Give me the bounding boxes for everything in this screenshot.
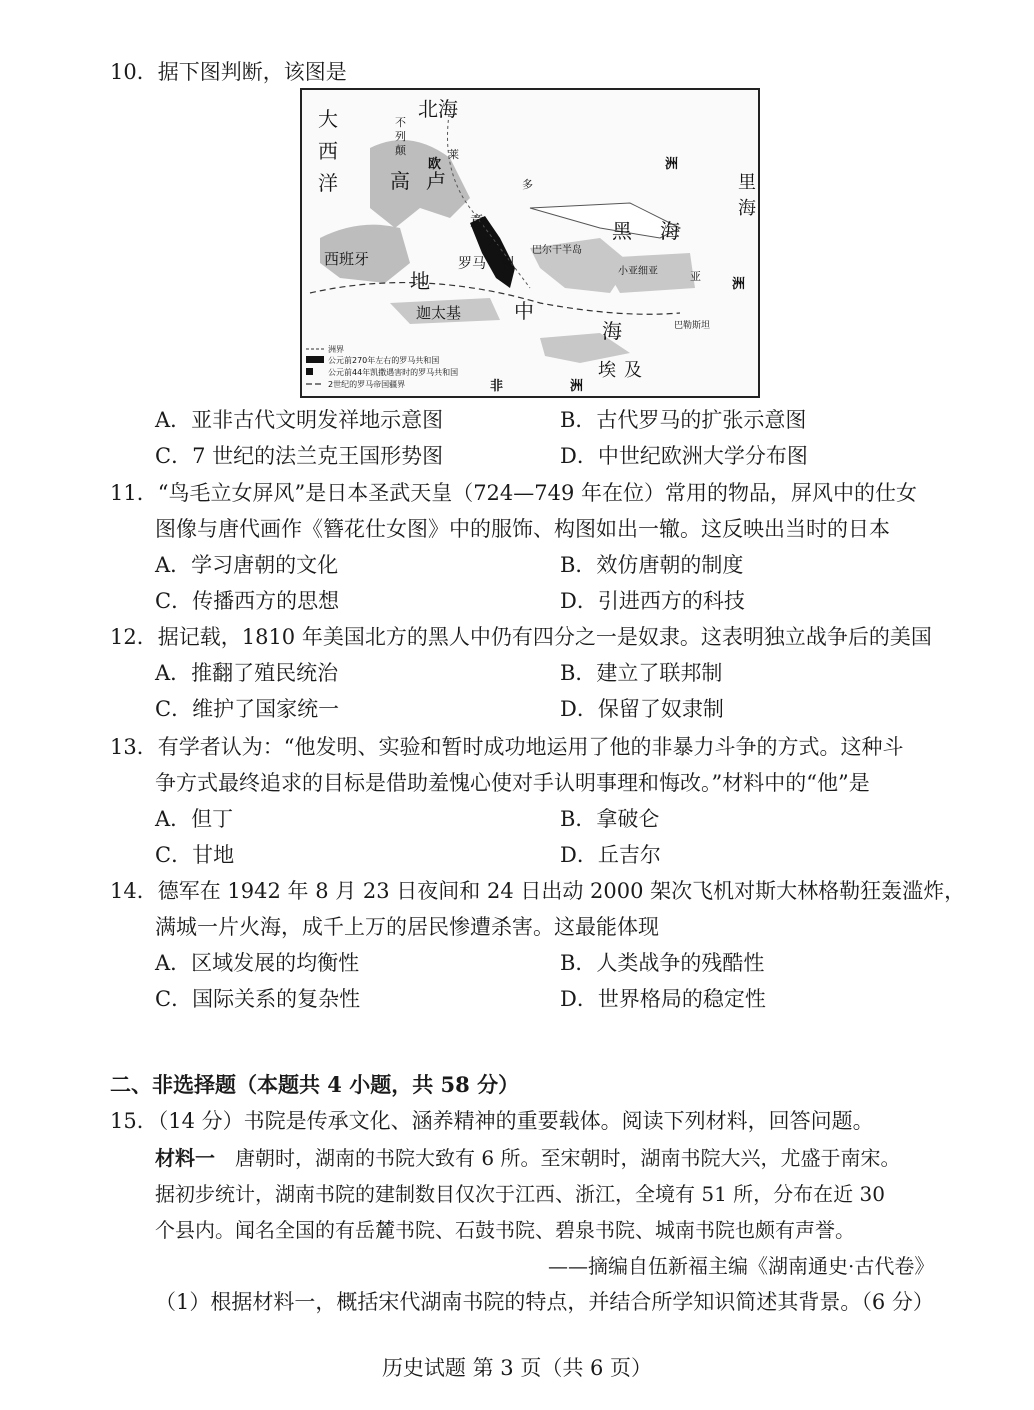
q15-material-line2: 据初步统计，湖南书院的建制数目仅次于江西、浙江，全境有 51 所，分布在近 30 <box>155 1182 885 1206</box>
q13-option-c: C．甘地 <box>155 843 235 867</box>
label-balkan: 巴尔干半岛 <box>532 245 582 256</box>
label-caspian-1: 里 <box>738 172 756 193</box>
label-britain-2: 列 <box>395 130 406 143</box>
label-atlantic-1: 大 <box>318 107 338 131</box>
q11-option-d: D．引进西方的科技 <box>560 589 745 613</box>
q10-option-c: C．7 世纪的法兰克王国形势图 <box>155 444 444 468</box>
q15-material-line3: 个县内。闻名全国的有岳麓书院、石鼓书院、碧泉书院、城南书院也颇有声誉。 <box>155 1218 855 1242</box>
legend-44bc: 公元前44年凯撒遇害时的罗马共和国 <box>328 368 459 377</box>
label-africa-1: 非 <box>490 379 504 394</box>
q15-source: ——摘编自伍新福主编《湖南通史·古代卷》 <box>548 1254 935 1278</box>
legend-270bc: 公元前270年左右的罗马共和国 <box>328 356 440 365</box>
label-carthage: 迦太基 <box>416 304 462 322</box>
label-europe-1: 欧 <box>428 157 442 172</box>
label-africa-2: 洲 <box>570 379 584 394</box>
label-atlantic-3: 洋 <box>318 171 338 195</box>
label-asia-minor: 小亚细亚 <box>618 266 658 277</box>
q13-option-a: A．但丁 <box>155 807 234 831</box>
q14-option-c: C．国际关系的复杂性 <box>155 987 361 1011</box>
q14-option-b: B．人类战争的残酷性 <box>560 951 765 975</box>
q14-option-a: A．区域发展的均衡性 <box>155 951 360 975</box>
label-italy-1: 意 <box>470 214 484 230</box>
q13-line1: 13．有学者认为：“他发明、实验和暂时成功地运用了他的非暴力斗争的方式。这种斗 <box>110 735 904 759</box>
page-footer: 历史试题 第 3 页（共 6 页） <box>381 1356 653 1380</box>
label-med-2: 海 <box>602 319 622 343</box>
label-spain: 西班牙 <box>324 250 370 268</box>
q10-stem: 10．据下图判断，该图是 <box>110 60 347 84</box>
q15-material-line1 <box>155 1144 900 1172</box>
q12-option-d: D．保留了奴隶制 <box>560 697 724 721</box>
label-egypt-2: 及 <box>624 360 642 381</box>
legend-empire: 2世纪的罗马帝国疆界 <box>328 380 406 389</box>
label-north-sea: 北海 <box>418 97 458 121</box>
q14-line1: 14．德军在 1942 年 8 月 23 日夜间和 24 日出动 2000 架次飞机对斯大林格勒狂轰滥炸， <box>110 879 966 903</box>
label-rhine: 莱 <box>448 148 459 161</box>
q11-option-b: B．效仿唐朝的制度 <box>560 553 744 577</box>
q10-option-b: B．古代罗马的扩张示意图 <box>560 408 807 432</box>
material-label: 材料一 <box>155 1146 215 1170</box>
q13-option-b: B．拿破仑 <box>560 807 660 831</box>
q13-option-d: D．丘吉尔 <box>560 843 661 867</box>
label-asia-1: 亚 <box>690 270 701 283</box>
q13-line2: 争方式最终追求的目标是借助羞愧心使对手认明事理和悔改。”材料中的“他”是 <box>155 771 870 795</box>
q14-option-d: D．世界格局的稳定性 <box>560 987 766 1011</box>
legend-swatch-270bc <box>306 356 324 363</box>
label-atlantic-2: 西 <box>318 139 338 163</box>
label-gaul-2: 卢 <box>426 169 446 193</box>
q14-line2: 满城一片火海，成千上万的居民惨遭杀害。这最能体现 <box>155 915 659 939</box>
q12-option-b: B．建立了联邦制 <box>560 661 723 685</box>
label-land: 地 <box>410 269 430 293</box>
q11-line2: 图像与唐代画作《簪花仕女图》中的服饰、构图如出一辙。这反映出当时的日本 <box>155 517 890 541</box>
label-med-1: 中 <box>514 299 534 323</box>
label-caspian-2: 海 <box>738 198 756 219</box>
label-egypt-1: 埃 <box>598 360 616 381</box>
q15-subquestion-1: （1）根据材料一，概括宋代湖南书院的特点，并结合所学知识简述其背景。（6 分） <box>155 1290 934 1314</box>
legend-swatch-44bc <box>306 368 313 375</box>
q12-line1: 12．据记载，1810 年美国北方的黑人中仍有四分之一是奴隶。这表明独立战争后的美国 <box>110 625 932 649</box>
q11-option-a: A．学习唐朝的文化 <box>155 553 339 577</box>
label-britain-3: 颠 <box>395 144 406 157</box>
label-italy-3: 利 <box>500 256 514 272</box>
q11-line1: 11．“鸟毛立女屏风”是日本圣武天皇（724—749 年在位）常用的物品，屏风中的仕女 <box>110 481 918 505</box>
label-palestine: 巴勒斯坦 <box>674 321 711 331</box>
q10-option-a: A．亚非古代文明发祥地示意图 <box>155 408 444 432</box>
label-italy-2: 大 <box>486 234 500 250</box>
label-britain-1: 不 <box>395 116 406 129</box>
label-black-1: 黑 <box>612 219 632 243</box>
roman-expansion-map <box>300 88 760 398</box>
label-asia-2: 洲 <box>732 277 746 292</box>
q10-option-d: D．中世纪欧洲大学分布图 <box>560 444 808 468</box>
legend-continent: 洲界 <box>328 345 344 354</box>
label-europe-2: 洲 <box>665 157 679 172</box>
q12-option-c: C．维护了国家统一 <box>155 697 340 721</box>
q11-option-c: C．传播西方的思想 <box>155 589 340 613</box>
label-rome: 罗马 <box>458 256 486 272</box>
label-danube: 多 <box>522 178 533 191</box>
q15-stem: 15．（14 分）书院是传承文化、涵养精神的重要载体。阅读下列材料，回答问题。 <box>110 1109 874 1133</box>
section-2-title: 二、非选择题（本题共 4 小题，共 58 分） <box>110 1072 520 1097</box>
label-gaul-1: 高 <box>390 169 410 193</box>
label-black-2: 海 <box>660 219 680 243</box>
material-text-1: 唐朝时，湖南的书院大致有 6 所。至宋朝时，湖南书院大兴，尤盛于南宋。 <box>215 1146 901 1170</box>
q12-option-a: A．推翻了殖民统治 <box>155 661 339 685</box>
